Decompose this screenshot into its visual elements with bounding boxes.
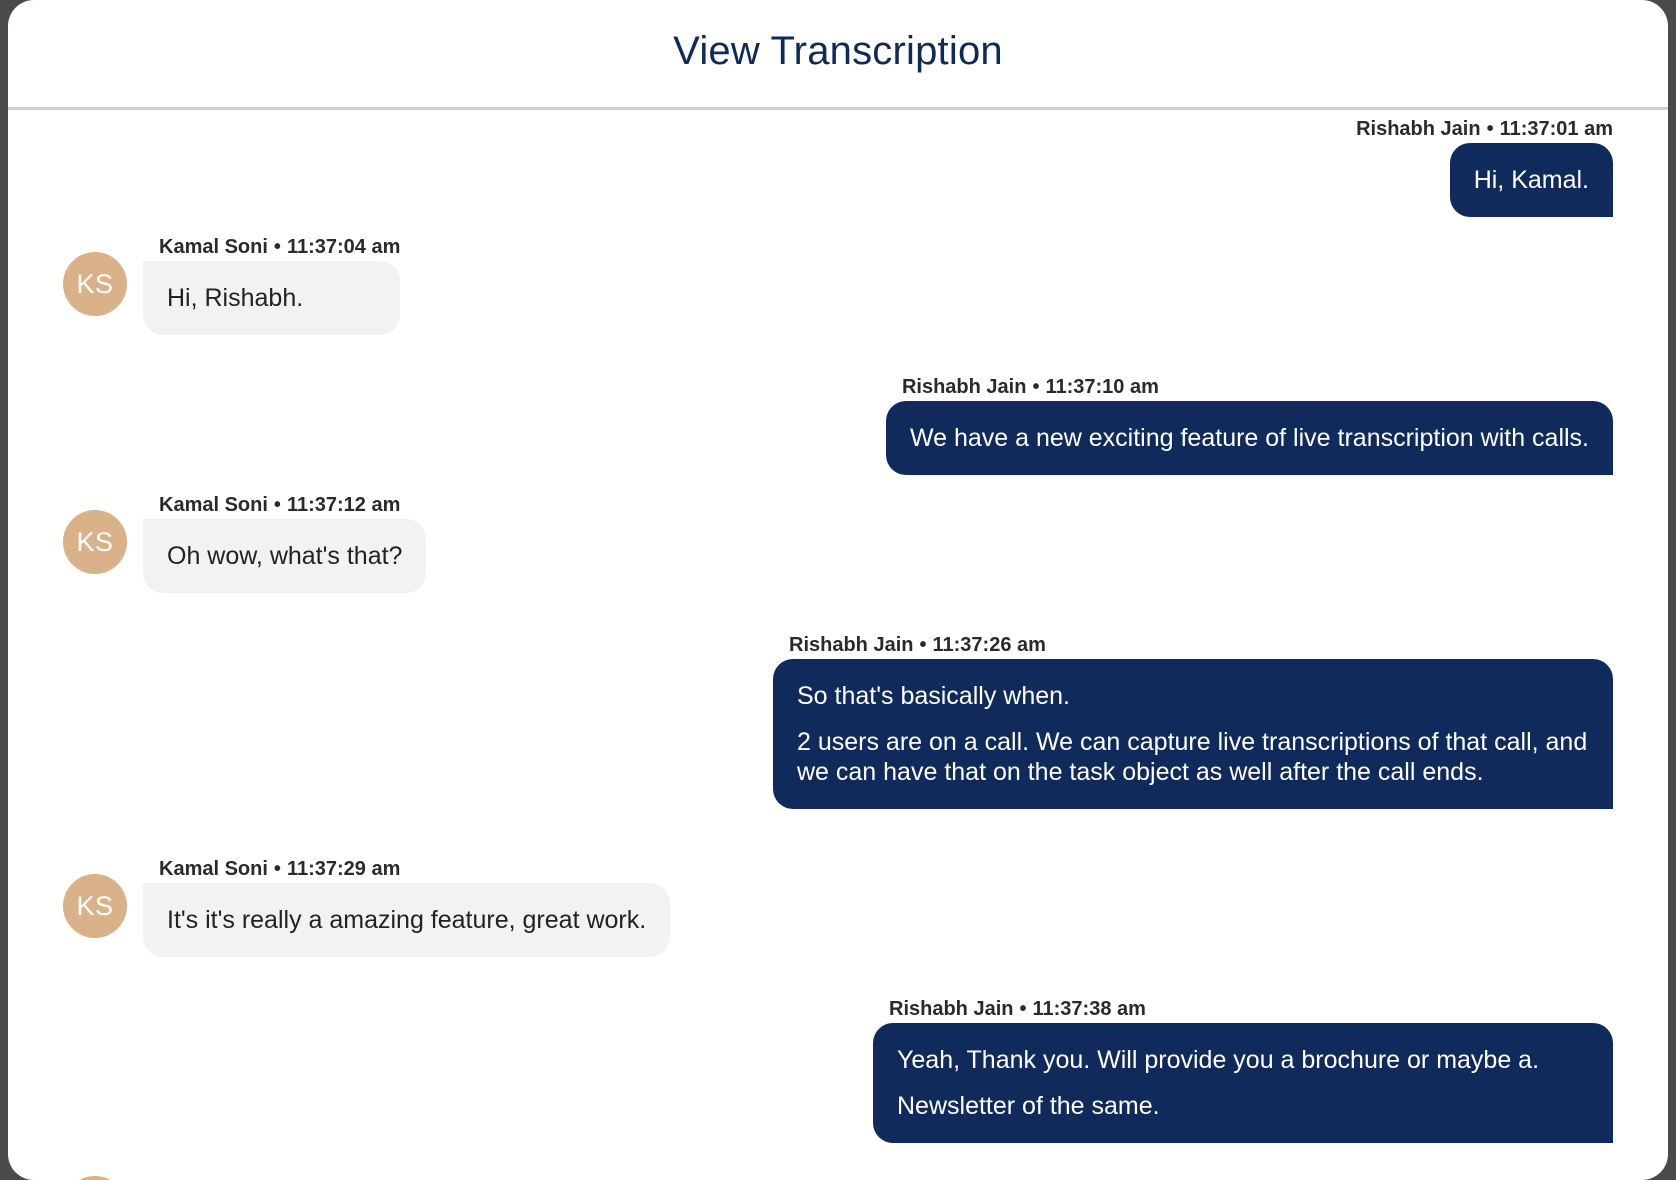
message-bubble xyxy=(143,261,400,335)
message-text: It's it's really a amazing feature, great work. xyxy=(167,906,647,934)
message-meta: Kamal Soni • 11:37:12 am xyxy=(159,494,401,516)
sender-name: Rishabh Jain xyxy=(901,376,1027,398)
message-text: Hi, Rishabh. xyxy=(167,284,304,312)
message-meta: Kamal Soni • 11:37:04 am xyxy=(159,236,401,258)
message-meta: Rishabh Jain • 11:37:26 am xyxy=(789,634,1046,656)
message-bubble xyxy=(143,519,426,593)
message-time: 11:37:10 am xyxy=(1045,376,1159,398)
message-text: Yeah, Thank you. Will provide you a brochure or maybe a. xyxy=(897,1046,1540,1074)
message-bubble xyxy=(1450,143,1613,217)
message-meta: Rishabh Jain • 11:37:10 am xyxy=(901,376,1159,398)
message-time: 11:37:26 am xyxy=(932,634,1046,656)
sender-name: Kamal Soni xyxy=(159,236,268,258)
message-time: 11:37:04 am xyxy=(286,236,401,258)
message-text: Oh wow, what's that? xyxy=(167,542,403,570)
message-bubble xyxy=(873,1023,1613,1143)
sender-name: Rishabh Jain xyxy=(1356,118,1481,140)
avatar: KS xyxy=(63,510,127,574)
message-text: Hi, Kamal. xyxy=(1473,166,1589,194)
message-time: 11:37:12 am xyxy=(286,494,401,516)
avatar xyxy=(63,1176,127,1180)
message-time: 11:37:01 am xyxy=(1499,118,1613,140)
message-text: So that's basically when. xyxy=(797,682,1070,710)
message-time: 11:37:38 am xyxy=(1032,998,1146,1020)
message-outgoing xyxy=(886,376,1613,475)
message-text: 2 users are on a call. We can capture live transcriptions of that call, and we can have that on the task object as well after the call ends. xyxy=(797,728,1588,786)
message-bubble xyxy=(143,883,670,957)
sender-name: Kamal Soni xyxy=(159,494,268,516)
sender-name: Rishabh Jain xyxy=(789,634,914,656)
avatar: KS xyxy=(63,874,127,938)
message-meta: Rishabh Jain • 11:37:38 am xyxy=(889,998,1146,1020)
message-text: Newsletter of the same. xyxy=(897,1092,1160,1120)
transcription-modal xyxy=(8,0,1668,1180)
message-meta: Kamal Soni • 11:37:29 am xyxy=(159,858,401,880)
avatar: KS xyxy=(63,252,127,316)
message-time: 11:37:29 am xyxy=(286,858,401,880)
sender-name: Kamal Soni xyxy=(159,858,268,880)
message-bubble xyxy=(886,401,1613,475)
sender-name: Rishabh Jain xyxy=(889,998,1014,1020)
modal-header xyxy=(8,0,1668,110)
message-outgoing xyxy=(773,634,1613,809)
modal-title: View Transcription xyxy=(673,29,1003,73)
message-outgoing xyxy=(1356,118,1613,217)
message-bubble xyxy=(773,659,1613,809)
message-text: We have a new exciting feature of live transcription with calls. xyxy=(909,424,1589,452)
message-meta: Rishabh Jain • 11:37:01 am xyxy=(1356,118,1613,140)
message-outgoing xyxy=(873,998,1613,1143)
